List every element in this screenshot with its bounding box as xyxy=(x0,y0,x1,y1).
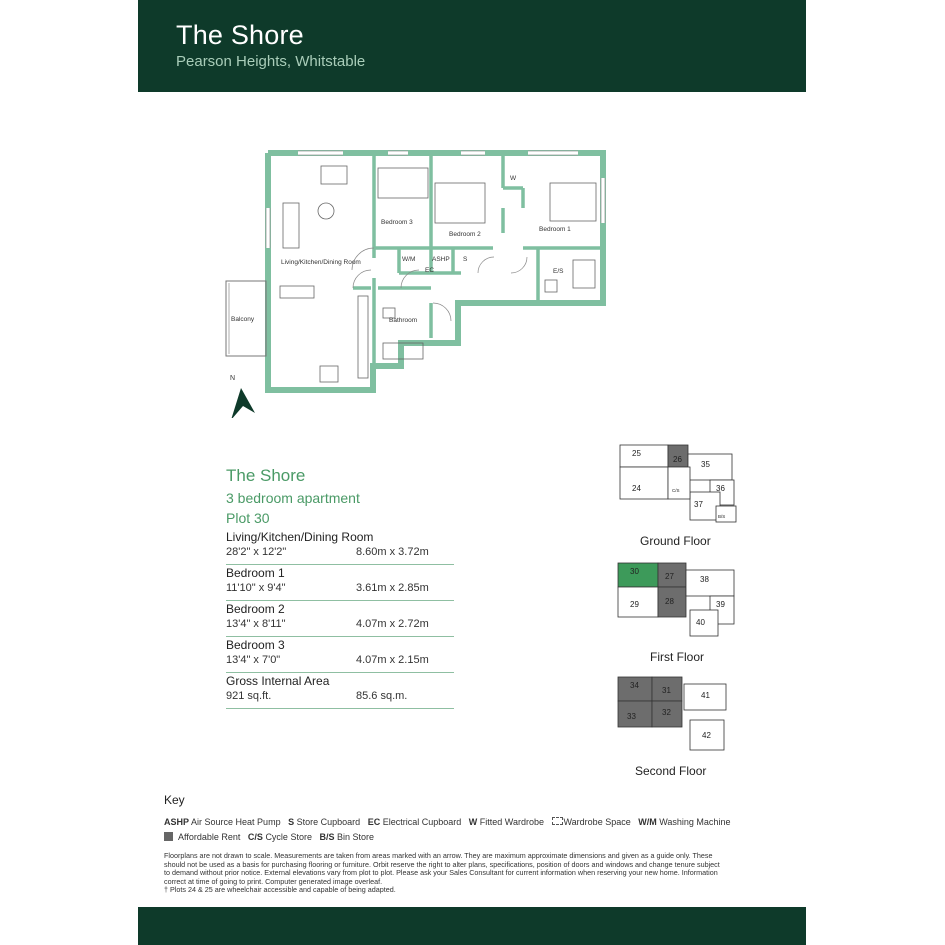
plot-number: Plot 30 xyxy=(226,510,270,526)
plot-38: 38 xyxy=(700,575,709,584)
label-bedroom-3: Bedroom 3 xyxy=(381,219,413,226)
second-floor-label: Second Floor xyxy=(635,764,707,778)
plot-41: 41 xyxy=(701,691,710,700)
plot-39: 39 xyxy=(716,600,725,609)
plot-31: 31 xyxy=(662,686,671,695)
development-title: The Shore xyxy=(176,20,304,50)
development-location: Pearson Heights, Whitstable xyxy=(176,53,366,70)
label-w: W xyxy=(510,175,517,182)
room-imperial: 13'4" x 7'0" xyxy=(226,654,281,666)
key-abbr: ASHP xyxy=(164,817,190,827)
plot-24: 24 xyxy=(632,484,641,493)
key-text: Fitted Wardrobe xyxy=(479,817,544,827)
room-metric: 4.07m x 2.15m xyxy=(356,654,429,666)
property-type: 3 bedroom apartment xyxy=(226,490,360,506)
cycle-store-label: C/S xyxy=(672,488,680,493)
room-metric: 3.61m x 2.85m xyxy=(356,582,429,594)
room-name: Bedroom 3 xyxy=(226,638,285,652)
key-text: Washing Machine xyxy=(659,817,731,827)
key-text: Store Cupboard xyxy=(296,817,361,827)
key-text: Electrical Cupboard xyxy=(382,817,462,827)
plot-29: 29 xyxy=(630,600,639,609)
key-row xyxy=(164,817,784,832)
label-living: Living/Kitchen/Dining Room xyxy=(281,259,361,266)
room-name: Bedroom 1 xyxy=(226,566,285,580)
room-row xyxy=(226,566,454,601)
room-row xyxy=(226,638,454,673)
plot-26: 26 xyxy=(673,455,682,464)
footnote: † Plots 24 & 25 are wheelchair accessible and capable of being adapted. xyxy=(164,885,396,895)
header-banner xyxy=(138,0,806,92)
floor-plan xyxy=(223,148,608,418)
label-bedroom-2: Bedroom 2 xyxy=(449,231,481,238)
disclaimer xyxy=(164,852,724,895)
label-bathroom: Bathroom xyxy=(389,317,418,324)
key-section xyxy=(164,793,784,847)
plot-35: 35 xyxy=(701,460,710,469)
key-text: Affordable Rent xyxy=(178,832,241,842)
ground-floor-map xyxy=(610,440,740,530)
room-metric: 4.07m x 2.72m xyxy=(356,618,429,630)
plot-32: 32 xyxy=(662,708,671,717)
key-abbr: W/M xyxy=(638,817,657,827)
key-text: Bin Store xyxy=(337,832,375,842)
key-abbr: EC xyxy=(367,817,381,827)
plot-28: 28 xyxy=(665,597,674,606)
label-s: S xyxy=(463,256,468,263)
plot-37: 37 xyxy=(694,500,703,509)
plot-30: 30 xyxy=(630,567,639,576)
bin-store-label: B/S xyxy=(718,514,726,519)
label-wm: W/M xyxy=(402,256,416,263)
room-row xyxy=(226,602,454,637)
key-text: Wardrobe Space xyxy=(563,817,631,827)
room-imperial: 921 sq.ft. xyxy=(226,690,272,702)
room-imperial: 28'2" x 12'2" xyxy=(226,546,287,558)
label-ec: EC xyxy=(425,267,435,274)
key-abbr: C/S xyxy=(247,832,263,842)
north-arrow-icon xyxy=(230,375,255,418)
wardrobe-space-icon xyxy=(552,817,563,825)
affordable-rent-swatch xyxy=(164,832,173,841)
ground-floor-label: Ground Floor xyxy=(640,534,711,548)
first-floor-label: First Floor xyxy=(650,650,704,664)
label-bedroom-1: Bedroom 1 xyxy=(539,226,571,233)
plot-36: 36 xyxy=(716,484,725,493)
key-abbr: B/S xyxy=(319,832,335,842)
key-abbr: S xyxy=(288,817,295,827)
first-floor-map xyxy=(610,558,740,643)
property-name: The Shore xyxy=(226,466,306,485)
property-info xyxy=(226,466,456,532)
key-abbr: W xyxy=(468,817,478,827)
plot-42: 42 xyxy=(702,731,711,740)
room-metric: 85.6 sq.m. xyxy=(356,690,408,702)
room-name: Living/Kitchen/Dining Room xyxy=(226,530,374,544)
plot-25: 25 xyxy=(632,449,641,458)
label-ashp: ASHP xyxy=(432,256,450,263)
plot-40: 40 xyxy=(696,618,705,627)
plot-27: 27 xyxy=(665,572,674,581)
room-row xyxy=(226,674,454,709)
room-name: Bedroom 2 xyxy=(226,602,285,616)
room-metric: 8.60m x 3.72m xyxy=(356,546,429,558)
label-balcony: Balcony xyxy=(231,316,255,323)
room-imperial: 11'10" x 9'4" xyxy=(226,582,286,594)
north-label: N xyxy=(230,375,236,382)
footer-banner xyxy=(138,907,806,945)
room-imperial: 13'4" x 8'11" xyxy=(226,618,286,630)
room-name: Gross Internal Area xyxy=(226,674,330,688)
plot-34: 34 xyxy=(630,681,639,690)
label-es: E/S xyxy=(553,268,564,275)
key-text: Air Source Heat Pump xyxy=(191,817,281,827)
plot-33: 33 xyxy=(627,712,636,721)
room-row xyxy=(226,530,454,565)
key-title: Key xyxy=(164,793,185,807)
disclaimer-text: Floorplans are not drawn to scale. Measurements are taken from areas marked with an arrow. They are maximum approximate dimensions and given as a guide only. These should not be used as a basis for purchasing flooring or furniture. Orbit reserve the right to alter plans, specifications, position of doors and windows and change tenure subject to demand without prior notice. External elevations vary from plot to plot. Please ask your Sales Consultant for current information when reserving your new home. Information correct at time of going to print. Computer generated image overleaf. xyxy=(164,851,720,886)
key-row xyxy=(164,832,784,847)
second-floor-map xyxy=(610,672,740,757)
key-text: Cycle Store xyxy=(265,832,312,842)
brochure-page xyxy=(138,0,806,945)
